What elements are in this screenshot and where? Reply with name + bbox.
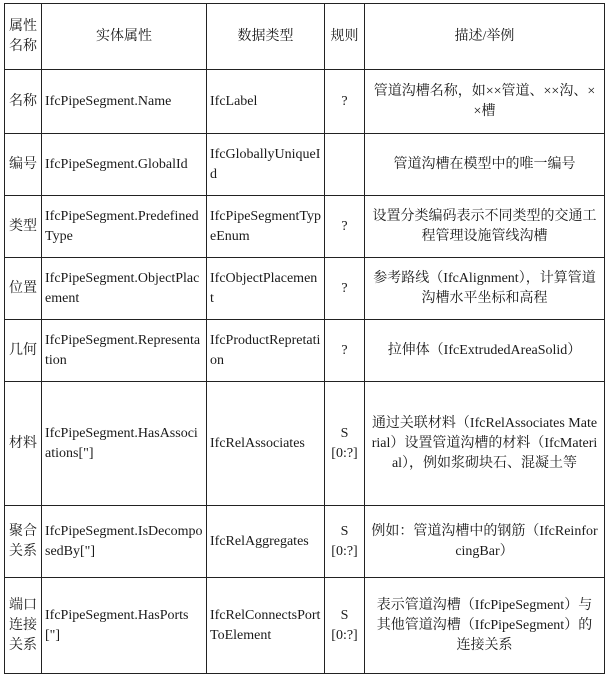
row-data-type: IfcLabel [207, 70, 325, 134]
row-description: 管道沟槽在模型中的唯一编号 [365, 134, 605, 196]
row-description: 拉伸体（IfcExtrudedAreaSolid） [365, 320, 605, 382]
row-attribute-name: 端口连接关系 [5, 578, 42, 674]
entity-attribute-table [4, 3, 605, 674]
header-rule: 规则 [325, 4, 365, 70]
row-description: 管道沟槽名称，如××管道、××沟、××槽 [365, 70, 605, 134]
row-description: 表示管道沟槽（IfcPipeSegment）与其他管道沟槽（IfcPipeSegment）的连接关系 [365, 578, 605, 674]
row-data-type: IfcRelAssociates [207, 382, 325, 506]
header-data-type: 数据类型 [207, 4, 325, 70]
table-row [5, 578, 605, 674]
row-rule: S[0:?] [325, 506, 365, 578]
table-row [5, 258, 605, 320]
row-attribute-name: 材料 [5, 382, 42, 506]
table-row [5, 506, 605, 578]
row-entity-property: IfcPipeSegment.HasAssociations["] [42, 382, 207, 506]
table-row [5, 320, 605, 382]
row-entity-property: IfcPipeSegment.Representation [42, 320, 207, 382]
row-data-type: IfcProductRepretation [207, 320, 325, 382]
header-attribute-name: 属性名称 [5, 4, 42, 70]
row-attribute-name: 名称 [5, 70, 42, 134]
row-data-type: IfcPipeSegmentTypeEnum [207, 196, 325, 258]
row-description: 参考路线（IfcAlignment），计算管道沟槽水平坐标和高程 [365, 258, 605, 320]
table-row [5, 134, 605, 196]
row-description: 例如：管道沟槽中的钢筋（IfcReinforcingBar） [365, 506, 605, 578]
row-description: 设置分类编码表示不同类型的交通工程管理设施管线沟槽 [365, 196, 605, 258]
row-rule: S[0:?] [325, 578, 365, 674]
row-attribute-name: 几何 [5, 320, 42, 382]
header-description: 描述/举例 [365, 4, 605, 70]
table-row [5, 70, 605, 134]
row-attribute-name: 类型 [5, 196, 42, 258]
row-entity-property: IfcPipeSegment.PredefinedType [42, 196, 207, 258]
row-rule: ? [325, 320, 365, 382]
row-description: 通过关联材料（IfcRelAssociates Material）设置管道沟槽的材料（IfcMaterial），例如浆砌块石、混凝土等 [365, 382, 605, 506]
header-entity-property: 实体属性 [42, 4, 207, 70]
table-row [5, 196, 605, 258]
row-entity-property: IfcPipeSegment.HasPorts["] [42, 578, 207, 674]
row-entity-property: IfcPipeSegment.GlobalId [42, 134, 207, 196]
row-entity-property: IfcPipeSegment.IsDecomposedBy["] [42, 506, 207, 578]
row-data-type: IfcRelConnectsPortToElement [207, 578, 325, 674]
row-attribute-name: 位置 [5, 258, 42, 320]
row-rule: S[0:?] [325, 382, 365, 506]
row-attribute-name: 聚合关系 [5, 506, 42, 578]
row-rule: ? [325, 258, 365, 320]
table-row [5, 382, 605, 506]
row-data-type: IfcRelAggregates [207, 506, 325, 578]
row-rule: ? [325, 196, 365, 258]
row-data-type: IfcObjectPlacement [207, 258, 325, 320]
row-data-type: IfcGloballyUniqueId [207, 134, 325, 196]
row-rule [325, 134, 365, 196]
header-row [5, 4, 605, 70]
row-rule: ? [325, 70, 365, 134]
row-attribute-name: 编号 [5, 134, 42, 196]
row-entity-property: IfcPipeSegment.Name [42, 70, 207, 134]
row-entity-property: IfcPipeSegment.ObjectPlacement [42, 258, 207, 320]
